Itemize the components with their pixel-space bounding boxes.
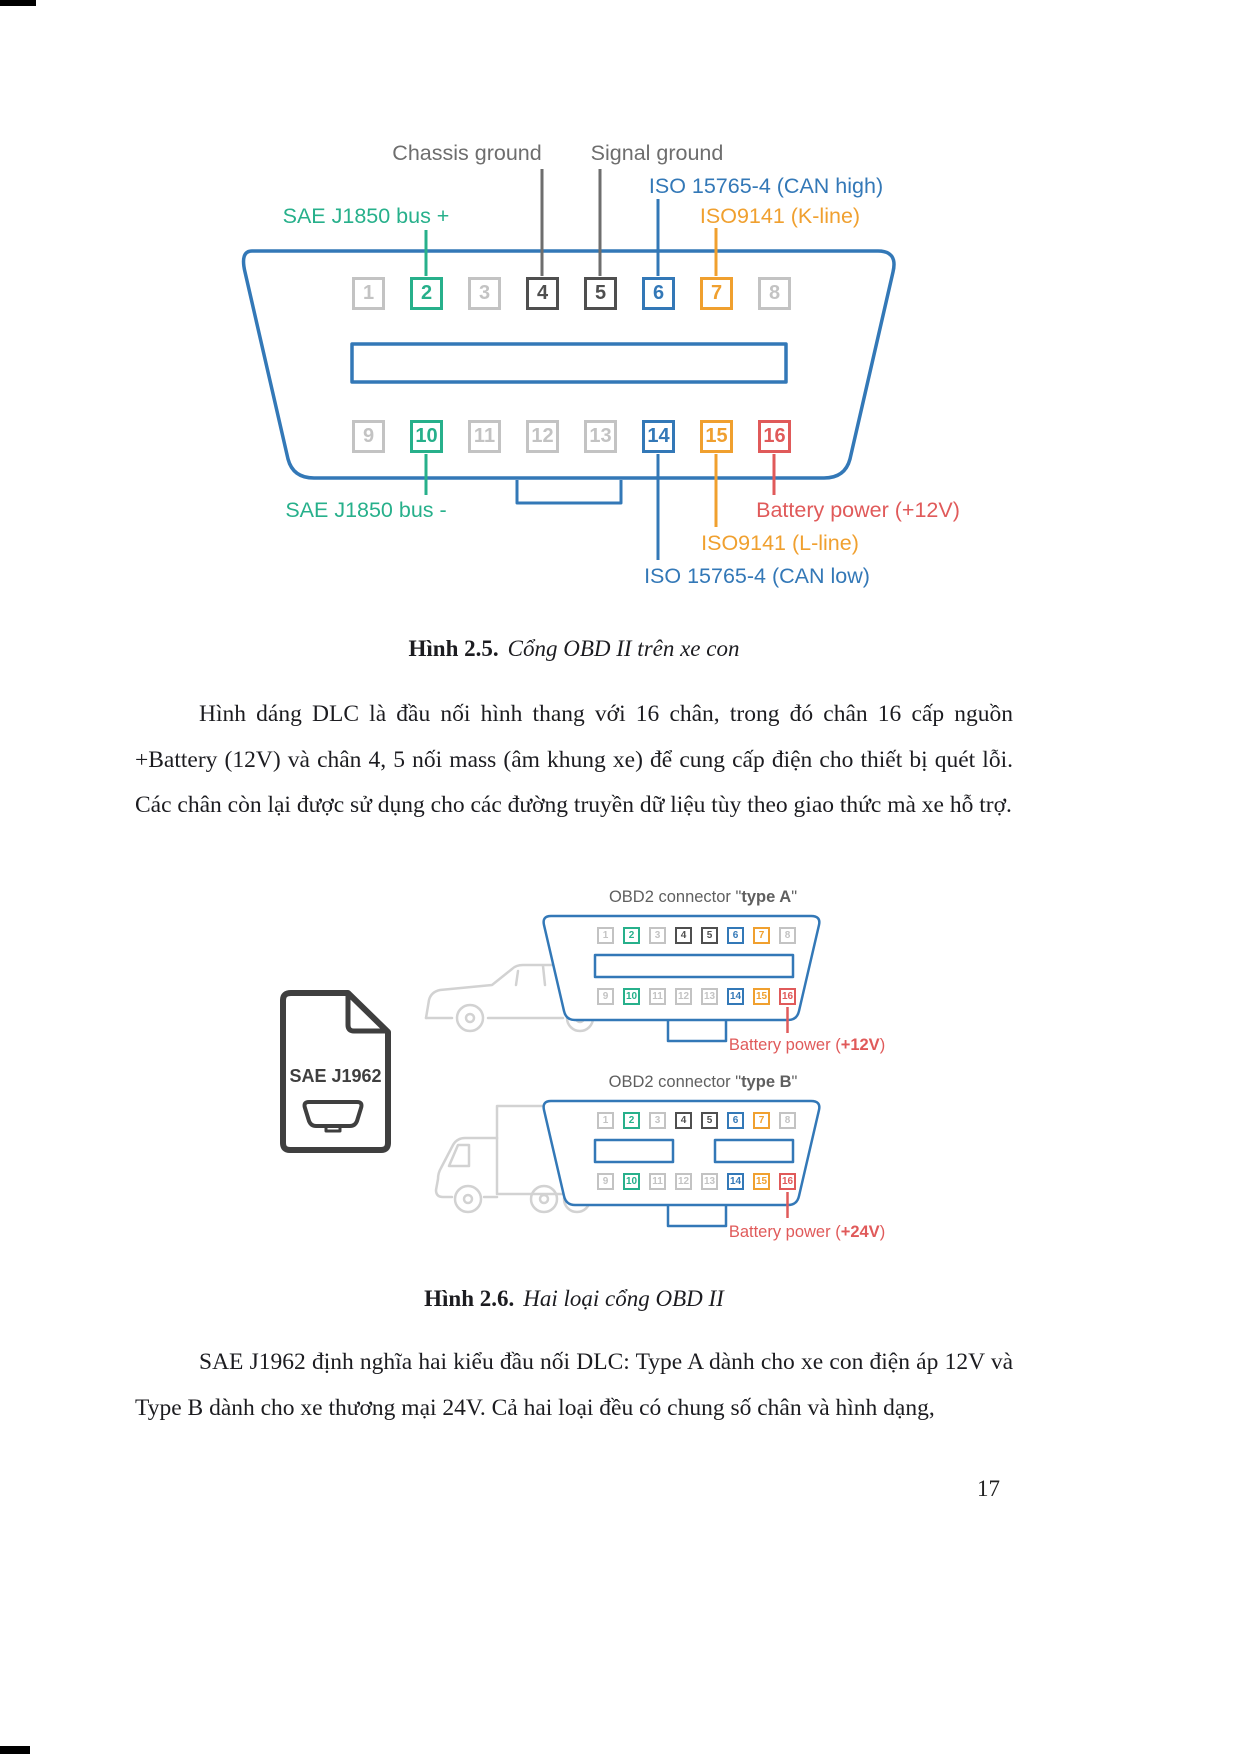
pin: 13 — [701, 988, 718, 1005]
pin: 11 — [649, 988, 666, 1005]
label-signal-ground: Signal ground — [590, 141, 724, 165]
type-b-title-bold: type B — [741, 1073, 792, 1091]
label-l-line: ISO9141 (L-line) — [701, 531, 859, 555]
pin: 8 — [779, 1112, 796, 1129]
battery-12v-label — [729, 1036, 885, 1055]
pin: 2 — [623, 927, 640, 944]
sae-j1962-label: SAE J1962 — [289, 1066, 382, 1086]
pin: 14 — [727, 988, 744, 1005]
pin: 5 — [701, 927, 718, 944]
battery-12v-suffix: ) — [879, 1036, 886, 1054]
label-chassis-ground: Chassis ground — [392, 141, 542, 165]
label-k-line: ISO9141 (K-line) — [699, 204, 861, 228]
label-battery-power: Battery power (+12V) — [756, 498, 960, 522]
type-a-title-bold: type A — [741, 888, 792, 906]
pin: 6 — [642, 277, 675, 310]
caption-number: Hình 2.6. — [424, 1286, 515, 1311]
pin: 9 — [597, 1173, 614, 1190]
pin: 4 — [675, 927, 692, 944]
battery-24v-suffix: ) — [879, 1223, 886, 1241]
pin: 16 — [758, 420, 791, 453]
type-a-title — [609, 888, 797, 907]
battery-24v-label — [729, 1223, 885, 1242]
pin: 7 — [753, 927, 770, 944]
label-j1850-plus: SAE J1850 bus + — [282, 204, 450, 228]
pin: 8 — [758, 277, 791, 310]
pin: 14 — [642, 420, 675, 453]
pin: 12 — [675, 988, 692, 1005]
pin: 5 — [701, 1112, 718, 1129]
pin: 6 — [727, 927, 744, 944]
battery-24v-prefix: Battery power ( — [728, 1223, 841, 1241]
pin: 10 — [623, 1173, 640, 1190]
type-b-title — [609, 1073, 798, 1092]
pin: 3 — [468, 277, 501, 310]
paragraph-2: SAE J1962 định nghĩa hai kiểu đầu nối DLC: Type A dành cho xe con điện áp 12V và Type B dành cho xe thương mại 24V. Cả hai loại đều có chung số chân và hình dạng, — [135, 1349, 1013, 1421]
figure-2-6-caption — [135, 1286, 1013, 1312]
pin: 9 — [597, 988, 614, 1005]
pin: 13 — [701, 1173, 718, 1190]
battery-12v-prefix: Battery power ( — [728, 1036, 841, 1054]
pin: 8 — [779, 927, 796, 944]
pin: 1 — [597, 1112, 614, 1129]
obd-pin-row-bottom — [352, 420, 791, 453]
pin: 15 — [753, 988, 770, 1005]
type-b-pin-row-bottom — [597, 1173, 796, 1190]
label-can-low: ISO 15765-4 (CAN low) — [644, 564, 870, 588]
type-b-title-prefix: OBD2 connector " — [608, 1073, 742, 1091]
pin: 2 — [410, 277, 443, 310]
pin: 13 — [584, 420, 617, 453]
pin: 9 — [352, 420, 385, 453]
pin: 15 — [700, 420, 733, 453]
paragraph-1: Hình dáng DLC là đầu nối hình thang với 16 chân, trong đó chân 16 cấp nguồn +Battery (12V) và chân 4, 5 nối mass (âm khung xe) để cung cấp điện cho thiết bị quét lỗi. Các chân còn lại được sử dụng cho các đường truyền dữ liệu tùy theo giao thức mà xe hỗ trợ. — [135, 701, 1013, 818]
type-a-title-prefix: OBD2 connector " — [608, 888, 742, 906]
pin: 16 — [779, 988, 796, 1005]
type-a-title-suffix: " — [791, 888, 798, 906]
pin: 6 — [727, 1112, 744, 1129]
pin: 16 — [779, 1173, 796, 1190]
pin: 1 — [597, 927, 614, 944]
battery-12v-bold: +12V — [840, 1036, 880, 1054]
pin: 11 — [468, 420, 501, 453]
pin: 10 — [623, 988, 640, 1005]
pin: 3 — [649, 927, 666, 944]
pin: 12 — [526, 420, 559, 453]
label-j1850-minus: SAE J1850 bus - — [285, 498, 447, 522]
label-can-high: ISO 15765-4 (CAN high) — [648, 174, 884, 198]
pin: 10 — [410, 420, 443, 453]
type-a-pin-row-top — [597, 927, 796, 944]
caption-text: Cổng OBD II trên xe con — [507, 636, 740, 661]
pin: 3 — [649, 1112, 666, 1129]
pin: 11 — [649, 1173, 666, 1190]
pin: 5 — [584, 277, 617, 310]
pin: 7 — [700, 277, 733, 310]
figure-2-5-caption — [135, 636, 1013, 662]
page-number: 17 — [977, 1476, 1000, 1501]
type-a-pin-row-bottom — [597, 988, 796, 1005]
pin: 2 — [623, 1112, 640, 1129]
pin: 4 — [526, 277, 559, 310]
caption-text: Hai loại cổng OBD II — [523, 1286, 724, 1311]
battery-24v-bold: +24V — [840, 1223, 880, 1241]
type-b-title-suffix: " — [791, 1073, 798, 1091]
pin: 15 — [753, 1173, 770, 1190]
pin: 7 — [753, 1112, 770, 1129]
caption-number: Hình 2.5. — [408, 636, 499, 661]
pin: 14 — [727, 1173, 744, 1190]
type-b-pin-row-top — [597, 1112, 796, 1129]
pin: 4 — [675, 1112, 692, 1129]
obd-pin-row-top — [352, 277, 791, 310]
pin: 1 — [352, 277, 385, 310]
pin: 12 — [675, 1173, 692, 1190]
